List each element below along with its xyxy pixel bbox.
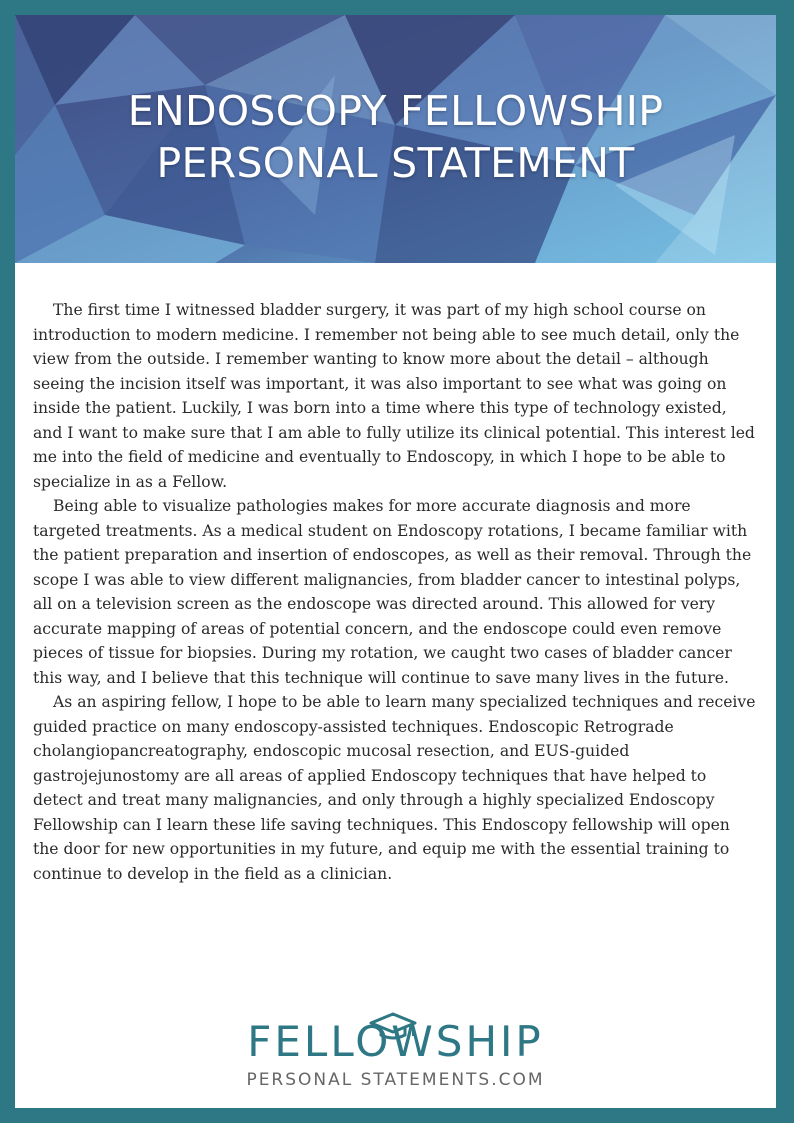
title-line-1: ENDOSCOPY FELLOWSHIP xyxy=(127,87,664,135)
paragraph-2: Being able to visualize pathologies makes for more accurate diagnosis and more targeted treatments. As a medical student on Endoscopy rotations, I became familiar with the patient preparation and insertion of endoscopes, as well as their removal. Through the scope I was able to view different malignancies, from bladder cancer to intestinal polyps, all on a television screen as the endoscope was directed around. This allowed for very accurate mapping of areas of potential concern, and the endoscope could even remove pieces of tissue for biopsies. During my rotation, we caught two cases of bladder cancer this way, and I believe that this technique will continue to save many lives in the future. xyxy=(33,497,752,687)
brand-logo xyxy=(15,1018,776,1098)
title-line-2: PERSONAL STATEMENT xyxy=(156,139,635,187)
paragraph-3: As an aspiring fellow, I hope to be able to learn many specialized techniques and receive guided practice on many endoscopy-assisted techniques. Endoscopic Retrograde cholangiopancreatography, endoscopic mucosal resection, and EUS-guided gastrojejunostomy are all areas of applied Endoscopy techniques that have helped to detect and treat many malignancies, and only through a highly specialized Endoscopy Fellowship can I learn these life saving techniques. This Endoscopy fellowship will open the door for new opportunities in my future, and equip me with the essential training to continue to develop in the field as a clinician. xyxy=(33,693,756,883)
graduation-cap-icon xyxy=(365,1010,421,1066)
statement-body xyxy=(33,298,757,886)
logo-tagline: PERSONAL STATEMENTS.COM xyxy=(246,1070,545,1090)
paragraph-1: The first time I witnessed bladder surgery, it was part of my high school course on introduction to modern medicine. I remember not being able to see much detail, only the view from the outside. I remember wanting to know more about the detail – although seeing the incision itself was important, it was also important to see what was going on inside the patient. Luckily, I was born into a time where this type of technology existed, and I want to make sure that I am able to fully utilize its clinical potential. This interest led me into the field of medicine and eventually to Endoscopy, in which I hope to be able to specialize in as a Fellow. xyxy=(33,301,755,491)
page xyxy=(15,15,776,1108)
header-banner xyxy=(15,15,776,263)
logo-wordmark: FELLOWSHIP xyxy=(247,1017,544,1066)
page-title xyxy=(15,85,776,189)
